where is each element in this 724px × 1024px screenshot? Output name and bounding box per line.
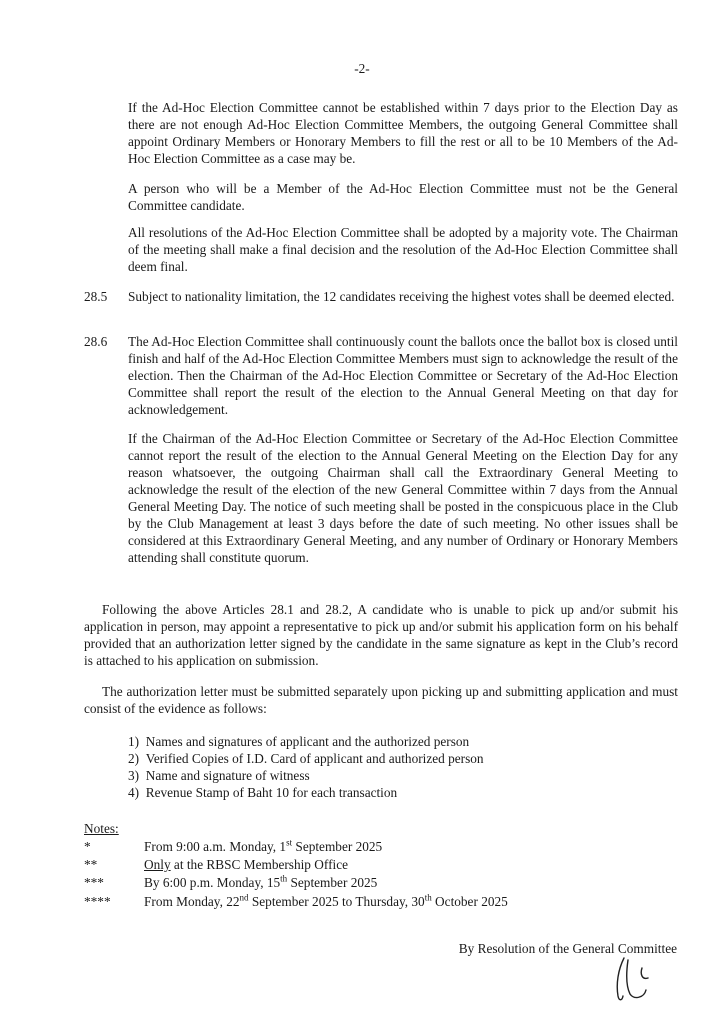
notes-heading: Notes: — [84, 821, 119, 836]
note-1 — [84, 838, 684, 855]
paragraph-committee-appointment: If the Ad-Hoc Election Committee cannot be established within 7 days prior to the Election Day as there are not enough Ad-Hoc Election Committee Members, the outgoing General Committee shall appoint Ordinary Members or Honorary Members to fill the rest or all to be 10 Members of the Ad-Hoc Election Committee as a case may be. — [128, 100, 678, 166]
article-number: 28.6 — [84, 334, 108, 349]
article-28-5 — [84, 288, 678, 305]
list-item: 1) Names and signatures of applicant and the authorized person — [128, 734, 470, 749]
note-mark: **** — [84, 894, 111, 909]
note-text: Only at the RBSC Membership Office — [144, 857, 349, 872]
note-mark: ** — [84, 857, 98, 872]
note-4 — [84, 893, 684, 910]
note-text: From Monday, 22nd September 2025 to Thursday, 30th October 2025 — [144, 892, 508, 909]
paragraph-representative: Following the above Articles 28.1 and 28.2, A candidate who is unable to pick up and/or submit his application in person, may appoint a representative to pick up and/or submit his application form on his behalf provided that an authorization letter signed by the candidate in the same signature as kept in the Club’s record is attached to his application on submission. — [84, 602, 678, 668]
note-text: By 6:00 p.m. Monday, 15th September 2025 — [144, 873, 378, 890]
article-number: 28.5 — [84, 289, 108, 304]
page-number: -2- — [354, 61, 370, 76]
article-text: The Ad-Hoc Election Committee shall continuously count the ballots once the ballot box is closed until finish and half of the Ad-Hoc Election Committee Members must sign to acknowledge the result of the election. Then the Chairman of the Ad-Hoc Election Committee or Secretary of the Ad-Hoc Election Committee shall report the result of the election to the Annual General Meeting on that day for acknowledgement. — [128, 334, 678, 417]
evidence-list — [128, 733, 484, 801]
article-28-6 — [84, 333, 678, 418]
article-text: Subject to nationality limitation, the 12 candidates receiving the highest votes shall be deemed elected. — [128, 289, 675, 304]
note-2 — [84, 856, 684, 873]
paragraph-extraordinary-meeting: If the Chairman of the Ad-Hoc Election Committee or Secretary of the Ad-Hoc Election Committee cannot report the result of the election to the Annual General Meeting on the Election Day for any reason whatsoever, the outgoing Chairman shall call the Extraordinary General Meeting to acknowledge the result of the election of the new General Committee within 7 days from the Annual General Meeting Day. The notice of such meeting shall be posted in the conspicuous place in the Club by the Club Management at least 3 days before the date of such meeting. No other issues shall be considered at this Extraordinary General Meeting, and any number of Ordinary or Honorary Members attending shall constitute quorum. — [128, 431, 678, 565]
paragraph-resolutions: All resolutions of the Ad-Hoc Election Committee shall be adopted by a majority vote. The Chairman of the meeting shall make a final decision and the resolution of the Ad-Hoc Election Committee shall deem final. — [128, 225, 678, 274]
note-mark: *** — [84, 875, 104, 890]
handwritten-signature — [604, 954, 664, 1004]
list-item: 4) Revenue Stamp of Baht 10 for each transaction — [128, 785, 398, 800]
note-text: From 9:00 a.m. Monday, 1st September 2025 — [144, 837, 383, 854]
note-mark: * — [84, 839, 91, 854]
paragraph-member-restriction: A person who will be a Member of the Ad-Hoc Election Committee must not be the General Committee candidate. — [128, 181, 678, 213]
note-3 — [84, 874, 684, 891]
list-item: 3) Name and signature of witness — [128, 768, 310, 783]
list-item: 2) Verified Copies of I.D. Card of applicant and authorized person — [128, 751, 484, 766]
paragraph-authorization-letter: The authorization letter must be submitted separately upon picking up and submitting application and must consist of the evidence as follows: — [84, 684, 678, 716]
closing-resolution: By Resolution of the General Committee — [458, 941, 677, 956]
